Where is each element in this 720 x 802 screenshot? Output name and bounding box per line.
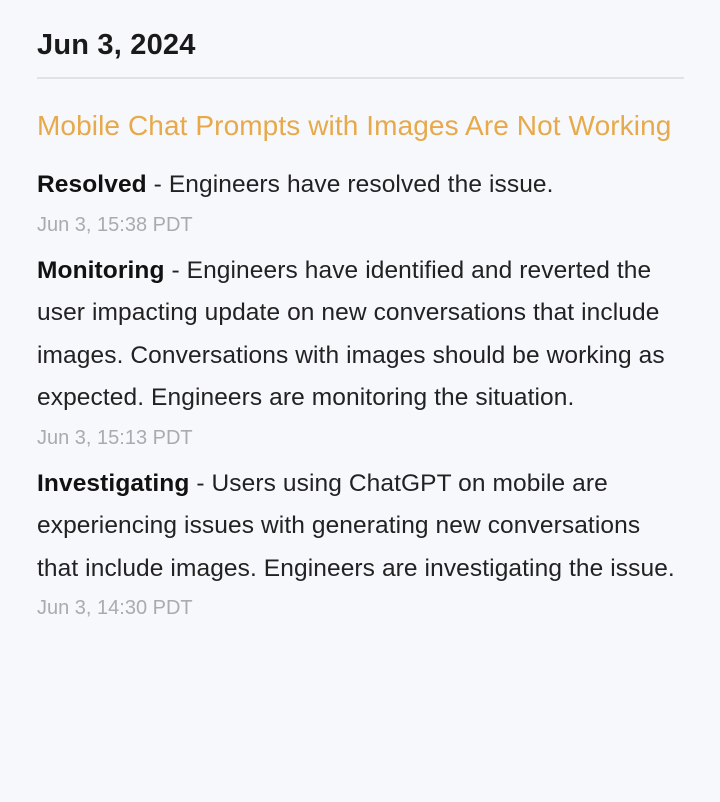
update-message: Users using ChatGPT on mobile are experiencing issues with generating new conversations that include images. Engineers are investigating the issue. [37, 469, 675, 582]
update-status: Investigating [37, 469, 190, 497]
update-separator: - [189, 469, 212, 497]
incident-update-investigating [37, 463, 684, 622]
update-separator: - [164, 256, 187, 284]
update-status: Monitoring [37, 256, 165, 284]
incident-update-resolved [37, 164, 684, 238]
update-timestamp: Jun 3, 15:13 PDT [37, 426, 193, 449]
update-message: Engineers have identified and reverted the user impacting update on new conversations that include images. Conversations with images should be working as expected. Engineers are monitoring the situation. [37, 256, 665, 411]
update-body [37, 463, 684, 591]
date-divider [37, 77, 684, 79]
update-body [37, 250, 684, 420]
update-separator: - [146, 171, 169, 198]
update-status: Resolved [37, 171, 147, 198]
update-message: Engineers have resolved the issue. [168, 171, 554, 198]
update-body [37, 164, 684, 207]
update-timestamp: Jun 3, 15:38 PDT [37, 213, 193, 236]
incident-title-link[interactable]: Mobile Chat Prompts with Images Are Not Working [37, 110, 672, 141]
incident-update-monitoring [37, 250, 684, 451]
date-header: Jun 3, 2024 [37, 29, 196, 61]
update-timestamp: Jun 3, 14:30 PDT [37, 597, 193, 619]
